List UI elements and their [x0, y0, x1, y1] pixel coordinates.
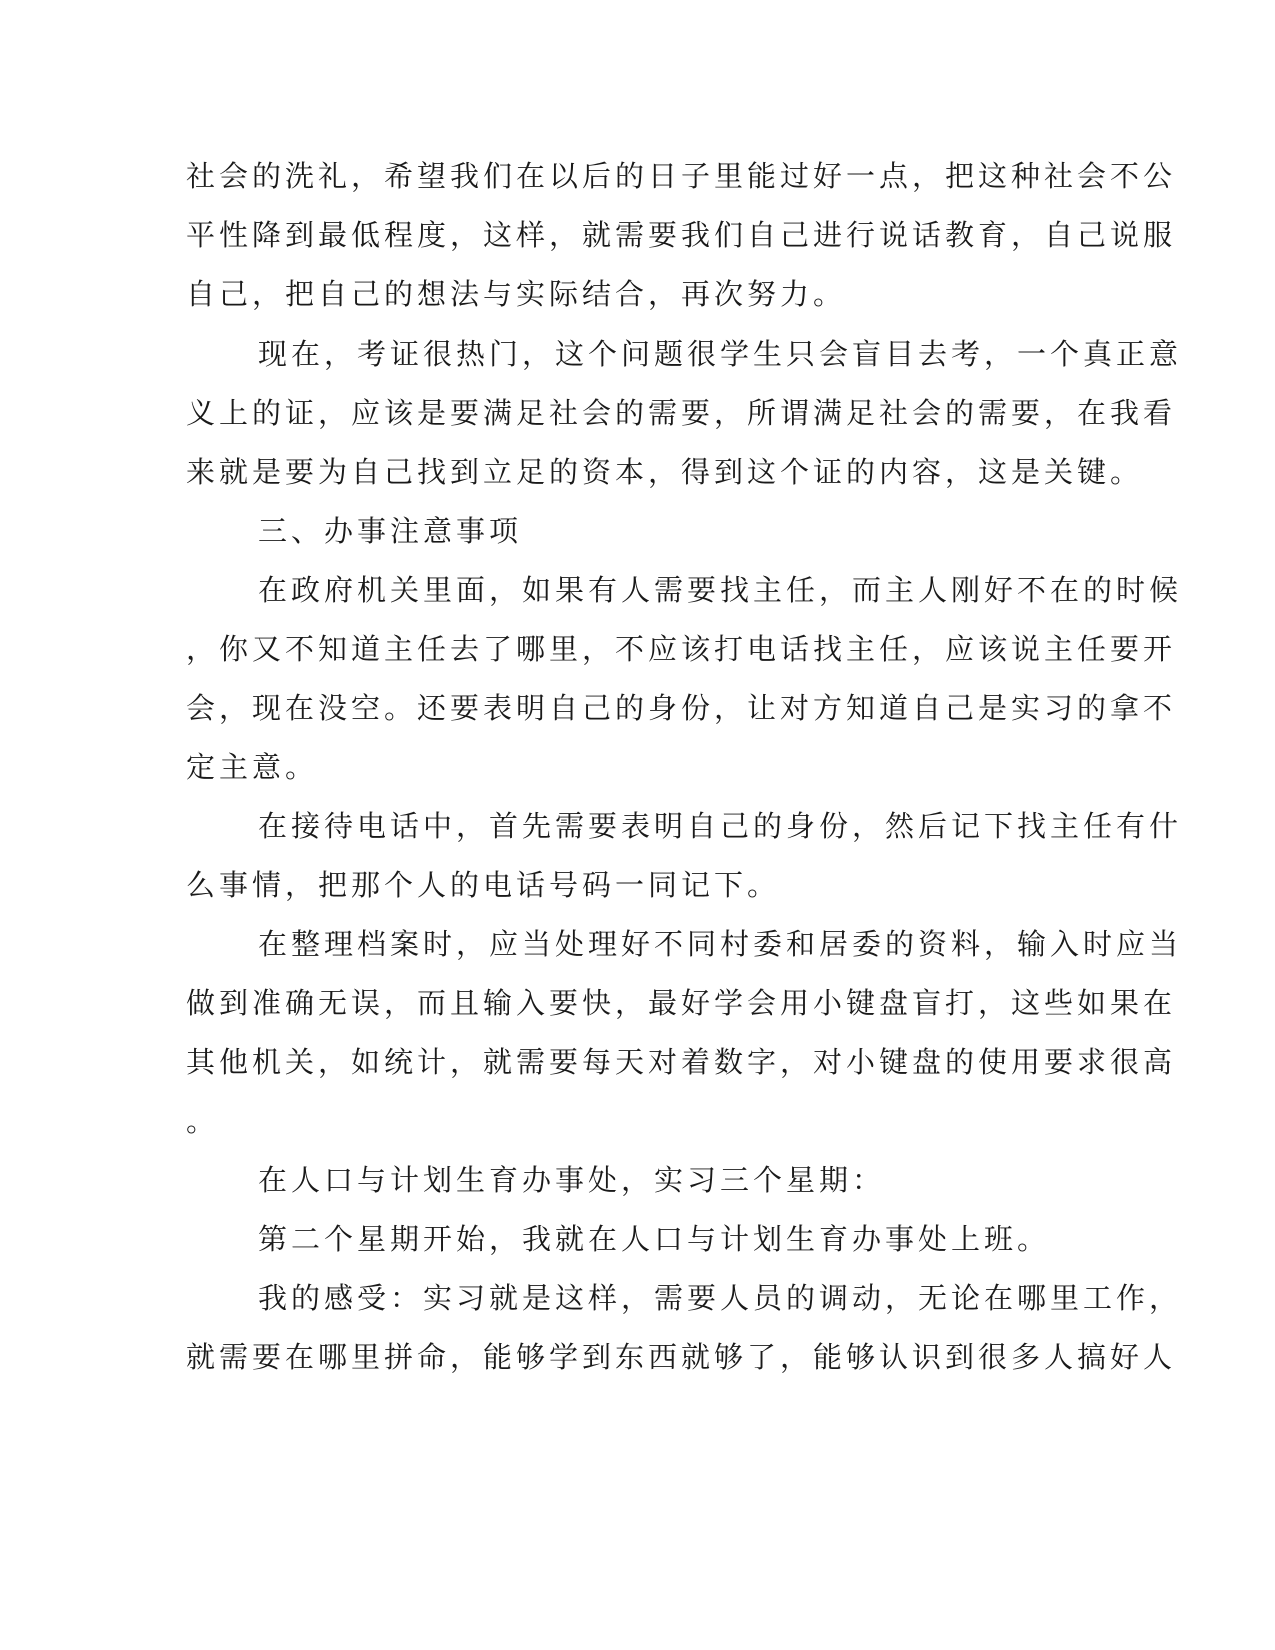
text-line: 义上的证，应该是要满足社会的需要，所谓满足社会的需要，在我看: [186, 396, 1177, 430]
text-line: 我的感受：实习就是这样，需要人员的调动，无论在哪里工作，: [258, 1281, 1183, 1315]
text-line: 其他机关，如统计，就需要每天对着数字，对小键盘的使用要求很高: [186, 1045, 1177, 1079]
text-line: 。: [186, 1104, 220, 1138]
text-line: 定主意。: [186, 750, 319, 784]
text-line: 现在，考证很热门，这个问题很学生只会盲目去考，一个真正意: [258, 337, 1183, 371]
text-line: ，你又不知道主任去了哪里，不应该打电话找主任，应该说主任要开: [186, 632, 1177, 666]
text-line: 会，现在没空。还要表明自己的身份，让对方知道自己是实习的拿不: [186, 691, 1177, 725]
text-line: 在政府机关里面，如果有人需要找主任，而主人刚好不在的时候: [258, 573, 1183, 607]
text-line: 在人口与计划生育办事处，实习三个星期：: [258, 1163, 886, 1197]
text-line: 平性降到最低程度，这样，就需要我们自己进行说话教育，自己说服: [186, 218, 1177, 252]
text-line: 么事情，把那个人的电话号码一同记下。: [186, 868, 781, 902]
text-line: 自己，把自己的想法与实际结合，再次努力。: [186, 277, 847, 311]
text-line: 就需要在哪里拼命，能够学到东西就够了，能够认识到很多人搞好人: [186, 1340, 1177, 1374]
text-line: 来就是要为自己找到立足的资本，得到这个证的内容，这是关键。: [186, 455, 1144, 489]
section-heading: 三、办事注意事项: [258, 514, 523, 548]
text-line: 在接待电话中，首先需要表明自己的身份，然后记下找主任有什: [258, 809, 1183, 843]
text-line: 第二个星期开始，我就在人口与计划生育办事处上班。: [258, 1222, 1051, 1256]
text-line: 社会的洗礼，希望我们在以后的日子里能过好一点，把这种社会不公: [186, 159, 1177, 193]
text-line: 在整理档案时，应当处理好不同村委和居委的资料，输入时应当: [258, 927, 1183, 961]
text-line: 做到准确无误，而且输入要快，最好学会用小键盘盲打，这些如果在: [186, 986, 1177, 1020]
